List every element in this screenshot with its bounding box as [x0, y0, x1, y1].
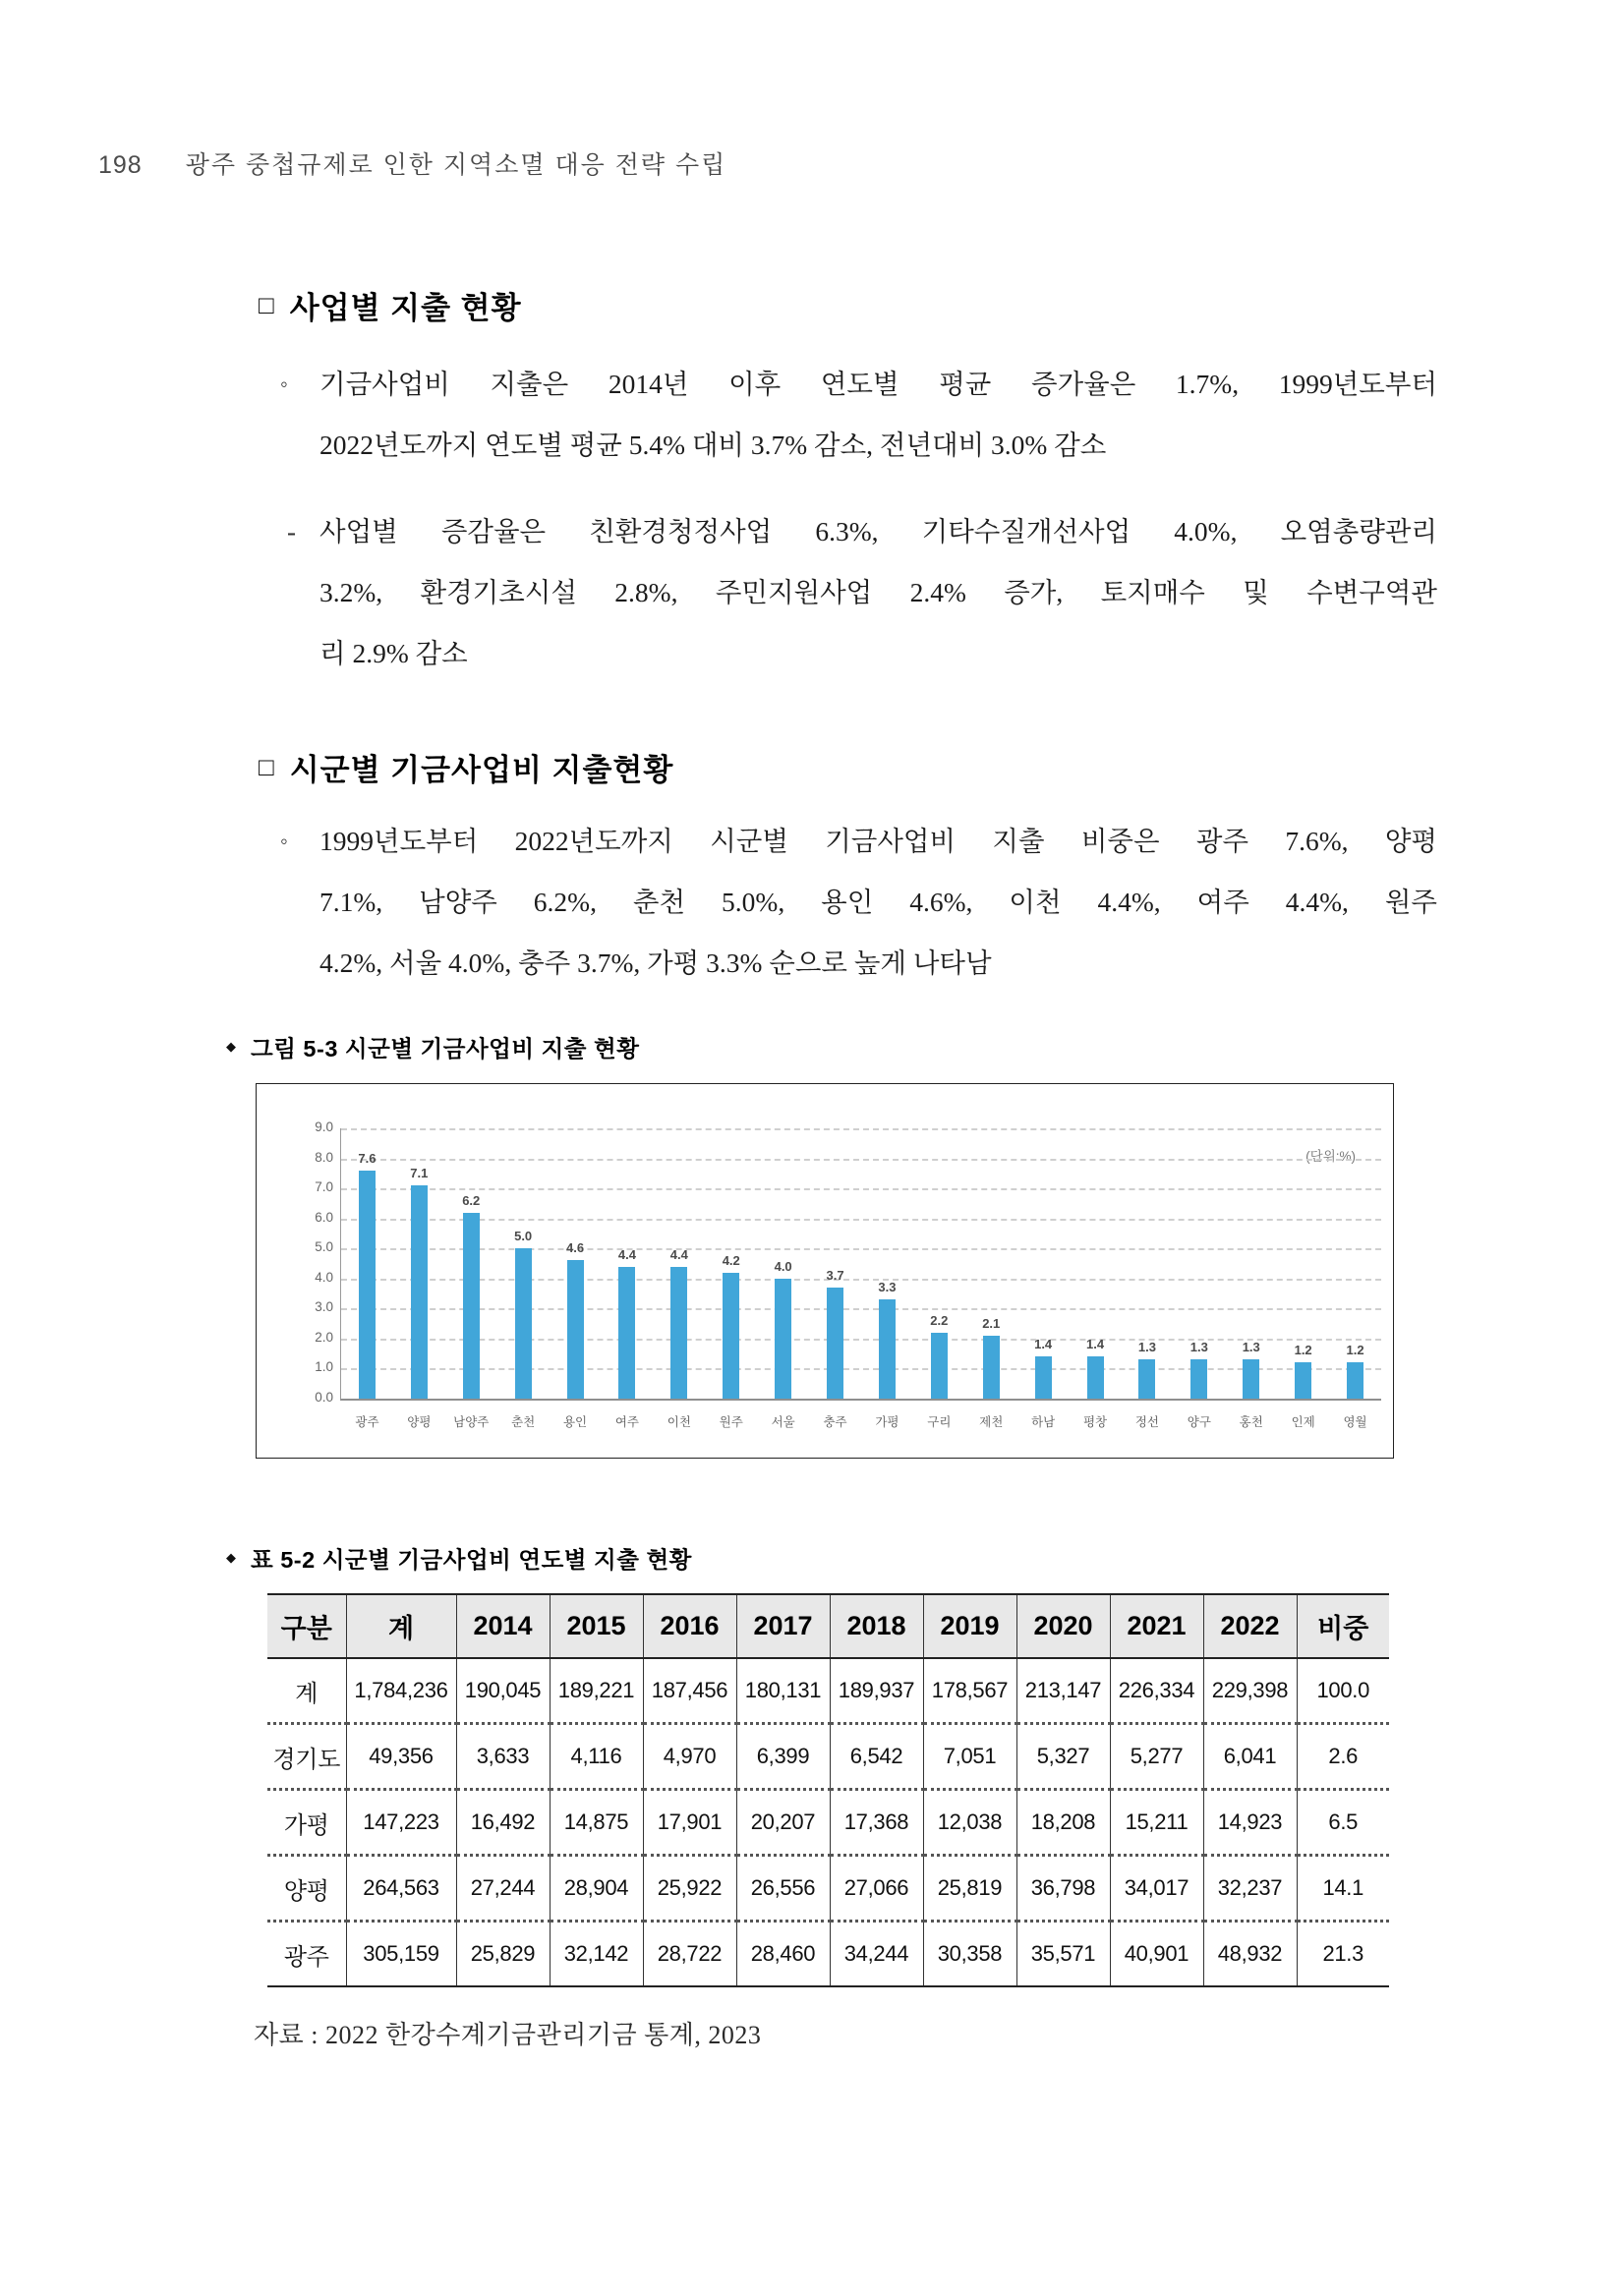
table-header-cell: 2020: [1016, 1594, 1110, 1658]
table-cell: 21.3: [1297, 1922, 1389, 1987]
bar-value-label: 3.7: [826, 1267, 844, 1283]
bullet-item: [280, 354, 1437, 476]
bar-value-label: 4.6: [566, 1240, 585, 1256]
page-number: 198: [98, 151, 143, 179]
table-cell: 189,937: [830, 1658, 923, 1724]
y-tick-label: 3.0: [315, 1299, 333, 1315]
table-row-label: 광주: [267, 1922, 346, 1987]
table-cell: 1,784,236: [346, 1658, 456, 1724]
x-category-label: 홍천: [1239, 1415, 1263, 1429]
bar: [567, 1260, 584, 1399]
table-cell: 5,327: [1016, 1724, 1110, 1790]
x-category-label: 이천: [667, 1415, 691, 1429]
figure-caption: [226, 1030, 639, 1063]
paragraph-line: 7.1%, 남양주 6.2%, 춘천 5.0%, 용인 4.6%, 이천 4.4%, 여주 4.4%, 원주: [319, 887, 1437, 917]
bar-value-label: 7.6: [358, 1150, 377, 1166]
y-tick-label: 1.0: [315, 1359, 333, 1375]
bar-value-label: 4.4: [617, 1246, 636, 1262]
table-cell: 6,041: [1203, 1724, 1297, 1790]
table-cell: 213,147: [1016, 1658, 1110, 1724]
table-row-label: 경기도: [267, 1724, 346, 1790]
diamond-icon: ◆: [226, 1039, 236, 1054]
x-category-label: 제천: [979, 1415, 1004, 1429]
bar-value-label: 2.1: [982, 1315, 1001, 1331]
x-category-label: 구리: [927, 1415, 952, 1429]
bar-value-label: 1.2: [1294, 1343, 1312, 1358]
table-cell: 147,223: [346, 1790, 456, 1856]
y-tick-label: 8.0: [315, 1149, 333, 1165]
expenditure-table: [267, 1593, 1389, 1987]
table-cell: 187,456: [643, 1658, 736, 1724]
dash-item: [287, 501, 1437, 684]
table-header-row: [267, 1594, 1389, 1658]
table-cell: 26,556: [736, 1856, 830, 1922]
dash-bullet-icon: -: [287, 517, 296, 546]
bar-chart: [315, 1119, 1381, 1429]
bar: [723, 1273, 739, 1399]
paragraph-line: 1999년도부터 2022년도까지 시군별 기금사업비 지출 비중은 광주 7.6%, 양평: [319, 826, 1437, 856]
bar-value-label: 1.2: [1346, 1343, 1364, 1358]
gridline: [341, 1368, 1381, 1370]
table-row-label: 양평: [267, 1856, 346, 1922]
bar: [515, 1248, 532, 1399]
table-cell: 226,334: [1110, 1658, 1203, 1724]
square-bullet-icon: □: [259, 289, 274, 319]
table-cell: 189,221: [550, 1658, 643, 1724]
gridline: [341, 1308, 1381, 1310]
x-category-label: 양평: [407, 1415, 432, 1429]
table-cell: 25,829: [456, 1922, 550, 1987]
bar: [1190, 1359, 1207, 1399]
y-tick-label: 0.0: [315, 1390, 333, 1405]
x-category-label: 정선: [1134, 1415, 1160, 1429]
table-cell: 5,277: [1110, 1724, 1203, 1790]
bar-value-label: 1.3: [1242, 1340, 1260, 1355]
x-category-label: 영월: [1343, 1415, 1367, 1429]
table-cell: 28,460: [736, 1922, 830, 1987]
bar-value-label: 1.3: [1189, 1340, 1208, 1355]
running-title: 광주 중첩규제로 인한 지역소멸 대응 전략 수립: [185, 151, 727, 179]
bar-value-label: 1.3: [1137, 1340, 1156, 1355]
y-tick-label: 2.0: [315, 1329, 333, 1345]
bar: [983, 1336, 1000, 1399]
y-tick-label: 6.0: [315, 1209, 333, 1225]
table-cell: 7,051: [923, 1724, 1016, 1790]
table-cell: 180,131: [736, 1658, 830, 1724]
table-cell: 35,571: [1016, 1922, 1110, 1987]
bar-value-label: 6.2: [462, 1192, 481, 1208]
table-cell: 27,066: [830, 1856, 923, 1922]
table-header-cell: 2021: [1110, 1594, 1203, 1658]
x-category-label: 용인: [562, 1415, 588, 1429]
bullet-item: [280, 811, 1437, 994]
bar: [463, 1213, 480, 1399]
x-category-label: 춘천: [511, 1415, 536, 1429]
section-heading-text: 시군별 기금사업비 지출현황: [289, 753, 674, 787]
table-header-cell: 비중: [1297, 1594, 1389, 1658]
bar: [931, 1333, 948, 1399]
bar-value-label: 4.4: [669, 1246, 688, 1262]
table-header-cell: 구분: [267, 1594, 346, 1658]
bar-value-label: 5.0: [514, 1229, 533, 1244]
table-cell: 20,207: [736, 1790, 830, 1856]
x-category-label: 여주: [614, 1415, 640, 1429]
table-cell: 2.6: [1297, 1724, 1389, 1790]
table-cell: 4,970: [643, 1724, 736, 1790]
paragraph-line: 사업별 증감율은 친환경청정사업 6.3%, 기타수질개선사업 4.0%, 오염총량관리: [319, 516, 1437, 546]
bar: [879, 1299, 896, 1399]
paragraph-line: 3.2%, 환경기초시설 2.8%, 주민지원사업 2.4% 증가, 토지매수 및 수변구역관: [319, 577, 1437, 607]
table-cell: 28,722: [643, 1922, 736, 1987]
table-cell: 36,798: [1016, 1856, 1110, 1922]
table-row-label: 계: [295, 1680, 319, 1707]
circle-bullet-icon: ◦: [280, 829, 288, 853]
table-cell: 49,356: [346, 1724, 456, 1790]
table-row: [267, 1724, 1389, 1790]
x-category-label: 양구: [1187, 1415, 1211, 1429]
table-cell: 25,922: [643, 1856, 736, 1922]
bar: [1243, 1359, 1259, 1399]
table-cell: 32,142: [550, 1922, 643, 1987]
table-header-cell: 계: [346, 1594, 456, 1658]
page-header: [98, 145, 726, 181]
bar-value-label: 3.3: [878, 1280, 897, 1295]
x-category-label: 원주: [719, 1415, 743, 1429]
x-category-label: 가평: [875, 1415, 899, 1429]
table-cell: 27,244: [456, 1856, 550, 1922]
bar: [775, 1279, 791, 1399]
table-cell: 3,633: [456, 1724, 550, 1790]
y-tick-label: 7.0: [315, 1179, 333, 1195]
table-cell: 178,567: [923, 1658, 1016, 1724]
x-category-label: 충주: [823, 1415, 847, 1429]
table-cell: 48,932: [1203, 1922, 1297, 1987]
table-cell: 305,159: [346, 1922, 456, 1987]
table-cell: 17,901: [643, 1790, 736, 1856]
expenditure-table-wrap: [267, 1593, 1389, 1987]
figure-caption-text: 그림 5-3 시군별 기금사업비 지출 현황: [251, 1036, 640, 1062]
section-heading-text: 사업별 지출 현황: [289, 291, 522, 325]
paragraph-line: 기금사업비 지출은 2014년 이후 연도별 평균 증가율은 1.7%, 1999년도부터: [319, 369, 1437, 399]
x-category-label: 남양주: [453, 1415, 490, 1429]
diamond-icon: ◆: [226, 1550, 236, 1565]
circle-bullet-icon: ◦: [280, 372, 288, 396]
bar: [1035, 1356, 1052, 1399]
source-note: 자료 : 2022 한강수계기금관리기금 통계, 2023: [254, 2021, 762, 2049]
gridline: [341, 1159, 1381, 1161]
paragraph: [319, 501, 1437, 684]
bar: [359, 1171, 376, 1399]
x-category-label: 인제: [1291, 1415, 1315, 1429]
paragraph: [319, 811, 1437, 994]
table-header-cell: 2014: [456, 1594, 550, 1658]
table-cell: 100.0: [1297, 1658, 1389, 1724]
bar: [411, 1185, 428, 1399]
table-row: [267, 1922, 1389, 1987]
figure-box: [256, 1083, 1394, 1459]
bar: [618, 1267, 635, 1399]
table-cell: 6,542: [830, 1724, 923, 1790]
table-row: [267, 1856, 1389, 1922]
table-caption-text: 표 5-2 시군별 기금사업비 연도별 지출 현황: [251, 1547, 692, 1573]
table-cell: 6.5: [1297, 1790, 1389, 1856]
table-cell: 190,045: [456, 1658, 550, 1724]
table-row-label: 가평: [267, 1790, 346, 1856]
bar-value-label: 4.2: [722, 1252, 740, 1268]
bar-value-label: 7.1: [410, 1166, 429, 1181]
table-cell: 14,923: [1203, 1790, 1297, 1856]
y-tick-label: 9.0: [315, 1119, 333, 1134]
gridline: [341, 1219, 1381, 1221]
table-cell: 32,237: [1203, 1856, 1297, 1922]
table-cell: 34,244: [830, 1922, 923, 1987]
table-cell: 14,875: [550, 1790, 643, 1856]
table-cell: 6,399: [736, 1724, 830, 1790]
table-cell: 34,017: [1110, 1856, 1203, 1922]
table-header-cell: 2015: [550, 1594, 643, 1658]
table-header-cell: 2016: [643, 1594, 736, 1658]
x-category-label: 서울: [771, 1415, 795, 1429]
paragraph-line: 2022년도까지 연도별 평균 5.4% 대비 3.7% 감소, 전년대비 3.0% 감소: [319, 430, 1107, 460]
table-header-cell: 2017: [736, 1594, 830, 1658]
gridline: [341, 1279, 1381, 1281]
table-cell: 264,563: [346, 1856, 456, 1922]
table-cell: 18,208: [1016, 1790, 1110, 1856]
bar-value-label: 4.0: [774, 1258, 792, 1274]
table-header-cell: 2019: [923, 1594, 1016, 1658]
table-row: [267, 1658, 1389, 1724]
bar-value-label: 2.2: [930, 1312, 949, 1328]
x-category-label: 하남: [1031, 1415, 1056, 1429]
x-category-label: 광주: [355, 1415, 379, 1429]
table-caption: [226, 1541, 692, 1575]
paragraph: [319, 354, 1437, 476]
table-cell: 229,398: [1203, 1658, 1297, 1724]
table-header-cell: 2018: [830, 1594, 923, 1658]
gridline: [341, 1339, 1381, 1341]
table-cell: 14.1: [1297, 1856, 1389, 1922]
gridline: [341, 1128, 1381, 1130]
gridline: [341, 1188, 1381, 1190]
square-bullet-icon: □: [259, 751, 274, 781]
bar: [1138, 1359, 1155, 1399]
table-cell: 25,819: [923, 1856, 1016, 1922]
chart-unit-label: (단위:%): [1305, 1149, 1356, 1164]
table-cell: 15,211: [1110, 1790, 1203, 1856]
x-category-label: 평창: [1082, 1415, 1108, 1429]
table-header-cell: 2022: [1203, 1594, 1297, 1658]
bar: [1087, 1356, 1104, 1399]
bar: [1295, 1362, 1311, 1399]
bar-value-label: 1.4: [1034, 1337, 1053, 1352]
paragraph-line: 리 2.9% 감소: [319, 638, 468, 668]
section-heading-1: [259, 283, 522, 327]
y-tick-label: 5.0: [315, 1239, 333, 1255]
table-cell: 28,904: [550, 1856, 643, 1922]
bar: [1347, 1362, 1363, 1399]
table-cell: 40,901: [1110, 1922, 1203, 1987]
y-tick-label: 4.0: [315, 1269, 333, 1285]
paragraph-line: 4.2%, 서울 4.0%, 충주 3.7%, 가평 3.3% 순으로 높게 나타남: [319, 947, 992, 978]
gridline: [341, 1248, 1381, 1250]
table-cell: 16,492: [456, 1790, 550, 1856]
bar: [827, 1288, 843, 1399]
table-cell: 4,116: [550, 1724, 643, 1790]
bar: [670, 1267, 687, 1399]
table-row: [267, 1790, 1389, 1856]
bar-value-label: 1.4: [1086, 1337, 1105, 1352]
table-cell: 12,038: [923, 1790, 1016, 1856]
table-cell: 30,358: [923, 1922, 1016, 1987]
section-heading-2: [259, 745, 673, 789]
table-cell: 17,368: [830, 1790, 923, 1856]
